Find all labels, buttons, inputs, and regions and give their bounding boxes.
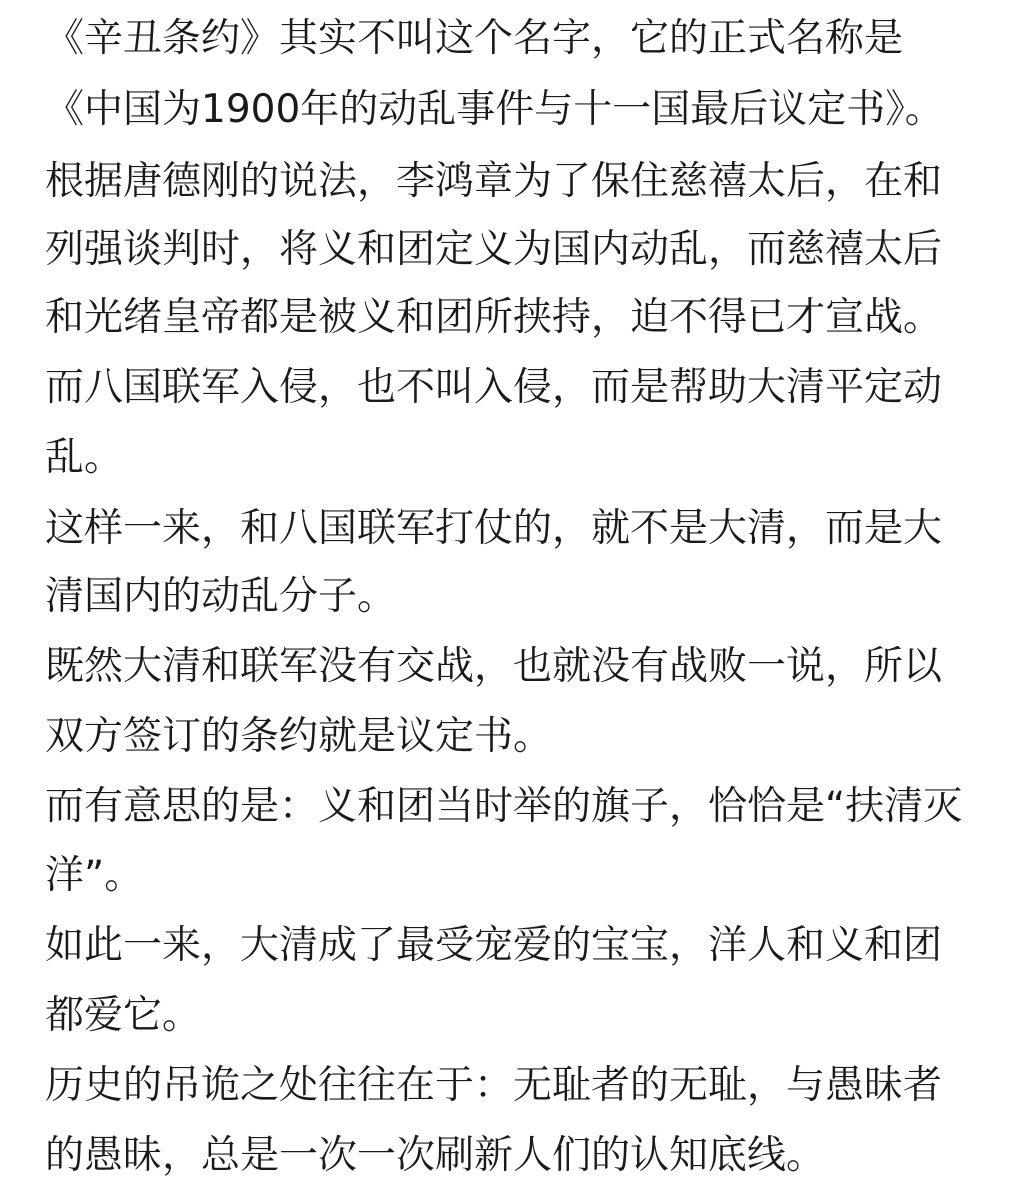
text-line: 的愚昧，总是一次一次刷新人们的认知底线。 [45, 1133, 826, 1178]
text-line: 《中国为1900年的动乱事件与十一国最后议定书》。 [45, 87, 944, 132]
text-line: 而有意思的是：义和团当时举的旗子，恰恰是“扶清灭 [45, 784, 963, 829]
text-line: 如此一来，大清成了最受宠爱的宝宝，洋人和义和团 [45, 923, 943, 968]
text-line: 都爱它。 [45, 993, 202, 1038]
text-line: 洋”。 [45, 853, 144, 898]
text-line: 历史的吊诡之处往往在于：无耻者的无耻，与愚昧者 [45, 1063, 943, 1108]
text-line: 和光绪皇帝都是被义和团所挟持，迫不得已才宣战。 [45, 295, 943, 340]
text-line: 清国内的动乱分子。 [45, 574, 397, 619]
text-line: 而八国联军入侵，也不叫入侵，而是帮助大清平定动 [45, 365, 943, 410]
text-line: 《辛丑条约》其实不叫这个名字，它的正式名称是 [45, 16, 904, 61]
text-line: 列强谈判时，将义和团定义为国内动乱，而慈禧太后 [45, 227, 943, 272]
text-line: 乱。 [45, 435, 124, 480]
text-line: 双方签订的条约就是议定书。 [45, 714, 553, 759]
text-line: 根据唐德刚的说法，李鸿章为了保住慈禧太后，在和 [45, 159, 943, 204]
text-line: 这样一来，和八国联军打仗的，就不是大清，而是大 [45, 506, 943, 551]
text-line: 既然大清和联军没有交战，也就没有战败一说，所以 [45, 644, 943, 689]
